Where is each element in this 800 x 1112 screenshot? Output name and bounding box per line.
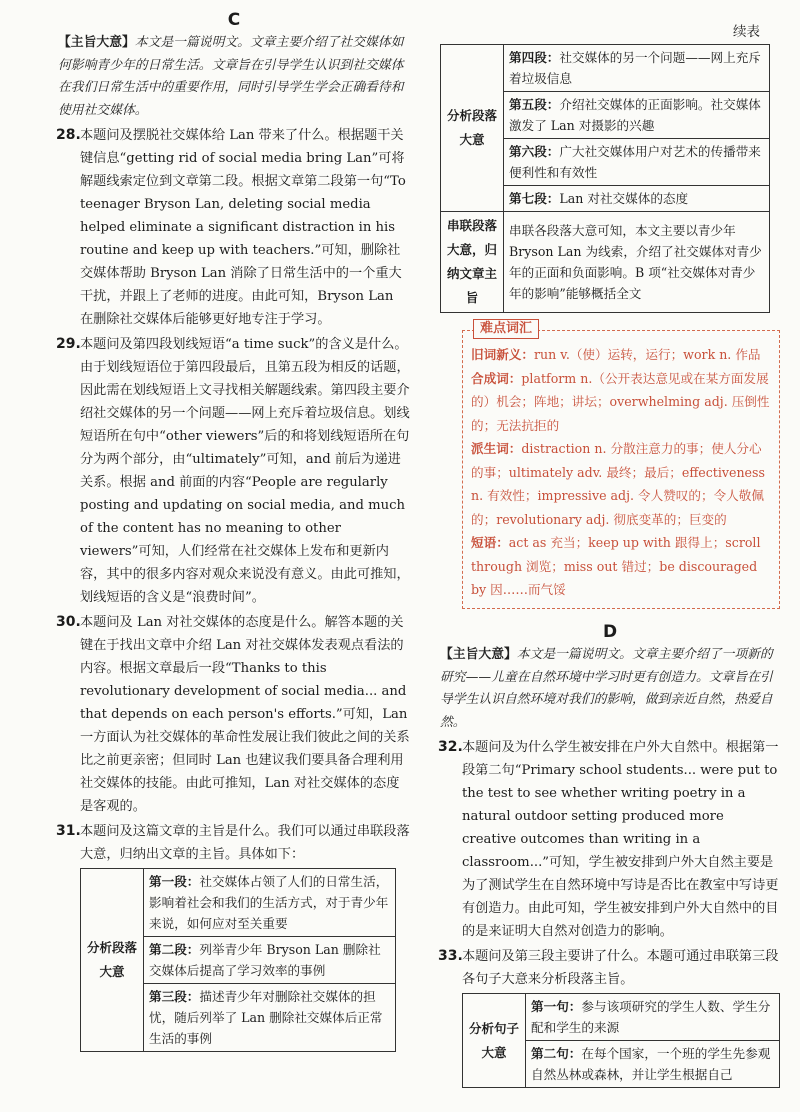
question-28-explanation <box>58 124 410 331</box>
question-text: 本题问及这篇文章的主旨是什么。我们可以通过串联段落大意，归纳出文章的主旨。具体如下： <box>80 824 410 862</box>
vocab-item: 短语：act as 充当；keep up with 跟得上；scroll through 浏览；miss out 错过；be discouraged by 因……而气馁 <box>471 535 761 597</box>
section-c-theme <box>58 32 410 122</box>
question-33-explanation <box>440 945 780 991</box>
table-label: 分析句子大意 <box>463 994 526 1088</box>
left-column <box>58 0 410 1052</box>
question-29-explanation <box>58 333 410 609</box>
table-row: 第五段：介绍社交媒体的正面影响。社交媒体激发了 Lan 对摄影的兴趣 <box>504 92 770 139</box>
question-32-explanation <box>440 736 780 943</box>
table-label: 分析段落大意 <box>81 869 144 1052</box>
paragraph-analysis-table-continued <box>440 44 770 313</box>
vocab-item: 旧词新义：run v.（使）运转，运行；work n. 作品 <box>471 347 761 362</box>
question-number: 28. <box>56 127 81 143</box>
table-row: 第二段：列举青少年 Bryson Lan 删除社交媒体后提高了学习效率的事例 <box>144 937 396 984</box>
theme-tag: 【主旨大意】 <box>58 35 135 50</box>
vocab-item: 合成词：platform n.（公开表达意见或在某方面发展的）机会；阵地；讲坛；overwhelming adj. 压倒性的；无法抗拒的 <box>471 370 770 433</box>
section-d-theme <box>440 644 780 734</box>
continued-label: 续表 <box>733 24 760 40</box>
question-number: 31. <box>56 823 81 839</box>
summary-text: 串联各段落大意可知，本文主要以青少年 Bryson Lan 为线索，介绍了社交媒体对青少年的正面和负面影响。B 项“社交媒体对青少年的影响”能够概括全文 <box>504 212 770 313</box>
vocabulary-badge: 难点词汇 <box>473 319 539 339</box>
question-text: 本题问及为什么学生被安排在户外大自然中。根据第一段第二句“Primary school students... were put to the test to see whether writing poetry in a natural outdoor setting produced more creative outcomes than writing in a classroom...”可知，学生被安排到户外大自然主要是为了测试学生在自然环境中写诗是否比在教室中写诗更有创造力。由此可知，学生被安排到户外大自然中的目的是来证明大自然对创造力的影响。 <box>462 740 779 939</box>
table-row: 第七段：Lan 对社交媒体的态度 <box>504 186 770 212</box>
section-d <box>440 622 780 1088</box>
right-column <box>440 0 780 313</box>
theme-tag: 【主旨大意】 <box>440 647 517 662</box>
question-30-explanation <box>58 611 410 818</box>
question-number: 30. <box>56 614 81 630</box>
table-row: 第四段：社交媒体的另一个问题——网上充斥着垃圾信息 <box>504 45 770 92</box>
question-text: 本题问及第四段划线短语“a time suck”的含义是什么。由于划线短语位于第四段最后，且第五段为相反的话题，因此需在划线短语上文寻找相关解题线索。第四段主要介绍社交媒体的另一个问题——网上充斥着垃圾信息。划线短语所在句中“other viewers”后的和将划线短语所在句分为两个部分，由“ultimately”可知，and 前后为递进关系。根据 and 前面的内容“People are regularly posting and updating on social media, and much of the content has no meaning to other viewers”可知，人们经常在社交媒体上发布和更新内容，其中的很多内容对观众来说没有意义。由此可推知，划线短语的含义是“浪费时间”。 <box>80 337 410 605</box>
question-text: 本题问及 Lan 对社交媒体的态度是什么。解答本题的关键在于找出文章中介绍 Lan 对社交媒体发表观点看法的内容。根据文章最后一段“Thanks to this revolutionary development of social media... and that depends on each person's efforts.”可知，Lan 一方面认为社交媒体的革命性发展让我们彼此之间的关系比之前更亲密；但同时 Lan 也建议我们要具备合理利用社交媒体的技能。由此可推知，Lan 对社交媒体的态度是客观的。 <box>80 615 410 814</box>
vocabulary-box <box>462 321 780 609</box>
table-row: 第二句：在每个国家，一个班的学生先参观自然丛林或森林，并让学生根据自己 <box>526 1041 780 1088</box>
paragraph-analysis-table <box>80 868 396 1052</box>
question-number: 33. <box>438 948 463 964</box>
section-d-heading: D <box>602 622 618 642</box>
theme-text: 本文是一篇说明文。文章主要介绍了一项新的研究——儿童在自然环境中学习时更有创造力。文章旨在引导学生认识自然环境对我们的影响，做到亲近自然，热爱自然。 <box>440 647 773 730</box>
theme-text: 本文是一篇说明文。文章主要介绍了社交媒体如何影响青少年的日常生活。文章旨在引导学生认识到社交媒体在我们日常生活中的重要作用，同时引导学生学会正确看待和使用社交媒体。 <box>58 35 404 118</box>
table-row: 第一句：参与该项研究的学生人数、学生分配和学生的来源 <box>526 994 780 1041</box>
question-number: 29. <box>56 336 81 352</box>
section-c-heading: C <box>227 10 241 30</box>
question-31-explanation <box>58 820 410 866</box>
question-number: 32. <box>438 739 463 755</box>
table-row: 第三段：描述青少年对删除社交媒体的担忧，随后列举了 Lan 删除社交媒体后正常生活的事例 <box>144 984 396 1052</box>
vocab-item: 派生词：distraction n. 分散注意力的事；使人分心的事；ultimately adv. 最终；最后；effectiveness n. 有效性；impressive adj. 令人赞叹的；令人敬佩的；revolutionary adj. 彻底变革的；巨变的 <box>471 441 765 527</box>
question-text: 本题问及第三段主要讲了什么。本题可通过串联第三段各句子大意来分析段落主旨。 <box>462 949 779 987</box>
table-label: 分析段落大意 <box>441 45 504 212</box>
table-row: 第六段：广大社交媒体用户对艺术的传播带来便利性和有效性 <box>504 139 770 186</box>
sentence-analysis-table <box>462 993 780 1088</box>
summary-label: 串联段落大意，归纳文章主旨 <box>441 212 504 313</box>
table-row: 第一段：社交媒体占领了人们的日常生活，影响着社会和我们的生活方式，对于青少年来说，如何应对至关重要 <box>144 869 396 937</box>
question-text: 本题问及摆脱社交媒体给 Lan 带来了什么。根据题干关键信息“getting rid of social media bring Lan”可将解题线索定位到文章第二段。根据文章第二段第一句“To teenager Bryson Lan, deleting social media helped eliminate a significant distraction in his routine and keep up with teachers.”可知，删除社交媒体帮助 Bryson Lan 消除了日常生活中的一个重大干扰，并跟上了老师的进度。由此可知，Bryson Lan 在删除社交媒体后能够更好地专注于学习。 <box>80 128 406 327</box>
